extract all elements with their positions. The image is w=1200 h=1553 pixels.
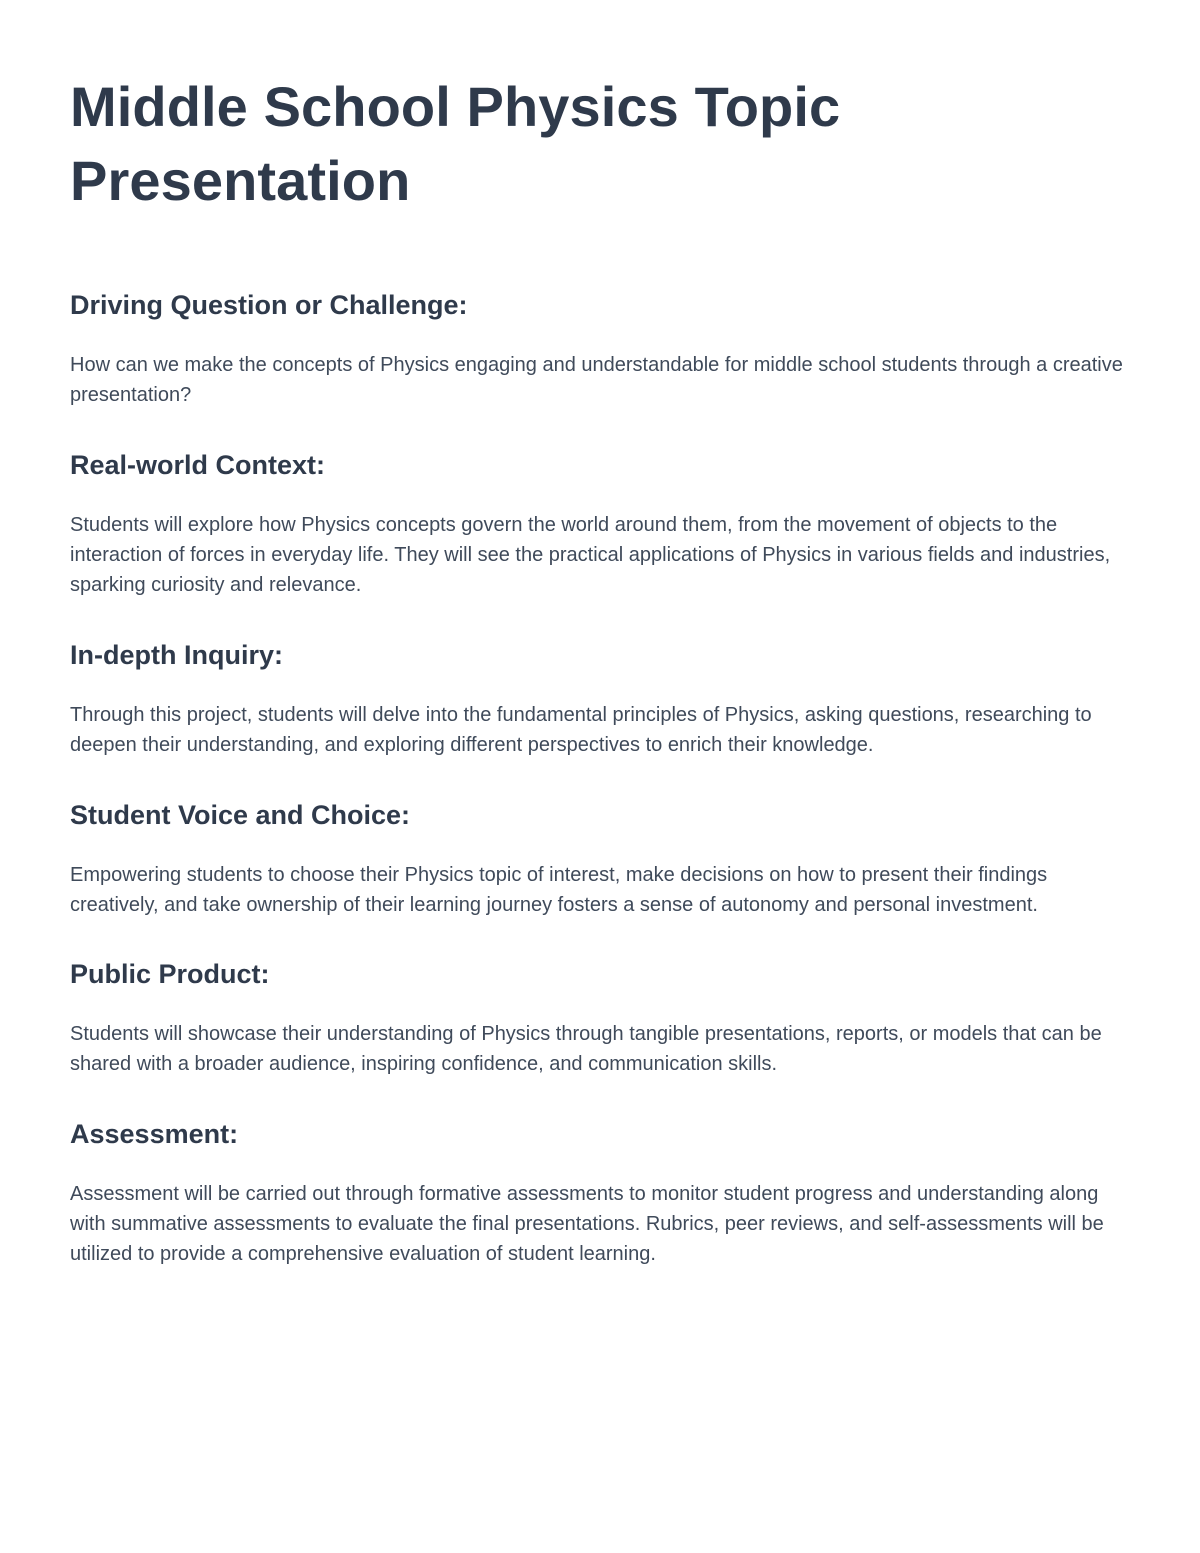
section-body: Assessment will be carried out through formative assessments to monitor student progress and understanding along with summative assessments to evaluate the final presentations. Rubrics, peer reviews, and self-assessments will be utilized to provide a comprehensive evaluation of student learning.	[70, 1183, 1104, 1265]
section-heading: Driving Question or Challenge:	[70, 290, 468, 320]
section-heading: Assessment:	[70, 1119, 239, 1149]
document-page	[70, 70, 1130, 1265]
section-heading: Public Product:	[70, 959, 270, 989]
section-student-voice-and-choice	[70, 798, 1130, 920]
section-assessment	[70, 1117, 1130, 1269]
section-body: Students will showcase their understanding of Physics through tangible presentations, reports, or models that can be shared with a broader audience, inspiring confidence, and communication skills.	[70, 1023, 1102, 1075]
section-body: Students will explore how Physics concepts govern the world around them, from the movement of objects to the interaction of forces in everyday life. They will see the practical applications of Physics in various fields and industries, sparking curiosity and relevance.	[70, 514, 1111, 596]
section-heading: In-depth Inquiry:	[70, 640, 283, 670]
section-body: Through this project, students will delve into the fundamental principles of Physics, asking questions, researching to deepen their understanding, and exploring different perspectives to enrich their knowledge.	[70, 704, 1092, 756]
section-driving-question	[70, 288, 1130, 410]
section-body: Empowering students to choose their Physics topic of interest, make decisions on how to present their findings creatively, and take ownership of their learning journey fosters a sense of autonomy and personal investment.	[70, 864, 1048, 916]
section-heading: Real-world Context:	[70, 450, 326, 480]
section-heading: Student Voice and Choice:	[70, 800, 411, 830]
section-in-depth-inquiry	[70, 638, 1130, 760]
section-real-world-context	[70, 448, 1130, 600]
section-public-product	[70, 957, 1130, 1079]
document-title: Middle School Physics Topic Presentation	[70, 75, 841, 212]
section-body: How can we make the concepts of Physics engaging and understandable for middle school students through a creative presentation?	[70, 354, 1123, 406]
